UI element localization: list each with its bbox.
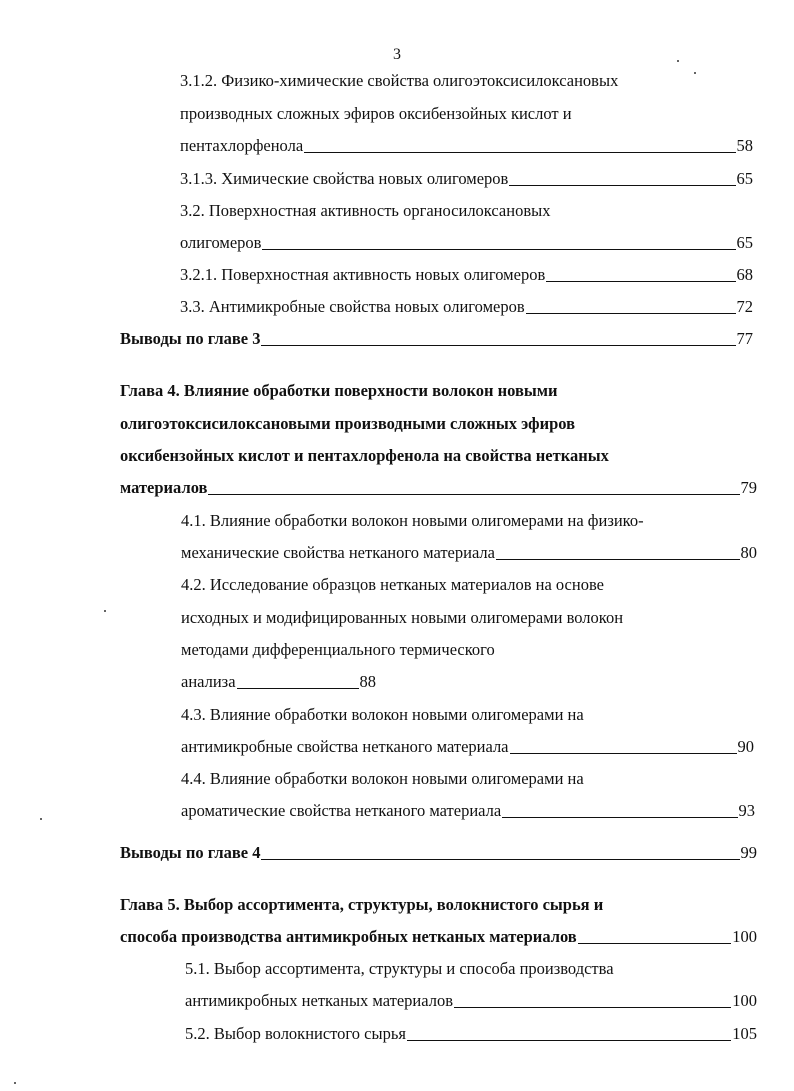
- toc-page-number: 68: [736, 265, 753, 284]
- toc-entry: [185, 1023, 757, 1045]
- toc-entry-text: материалов: [120, 478, 208, 497]
- toc-entry-text: 5.1. Выбор ассортимента, структуры и способа производства: [185, 959, 614, 978]
- toc-entry: [180, 168, 753, 190]
- toc-entry: [181, 704, 584, 726]
- leader-line: [304, 152, 735, 153]
- toc-chapter: [120, 380, 558, 402]
- toc-page-number: 72: [736, 297, 753, 316]
- scan-speck: [40, 818, 42, 820]
- toc-entry-text: ароматические свойства нетканого материала: [181, 801, 502, 820]
- toc-entry: [185, 990, 757, 1012]
- toc-entry-text: 3.1.3. Химические свойства новых олигомеров: [180, 169, 509, 188]
- toc-page-number: 93: [738, 801, 755, 820]
- leader-line: [546, 281, 735, 282]
- leader-line: [502, 817, 737, 818]
- toc-entry: [180, 264, 753, 286]
- scan-speck: [677, 60, 679, 62]
- toc-entry: [181, 542, 757, 564]
- toc-page-number: 58: [736, 136, 753, 155]
- toc-entry-text: исходных и модифицированных новыми олигомерами волокон: [181, 608, 624, 627]
- toc-entry: [185, 958, 614, 980]
- toc-page-number: 65: [736, 169, 753, 188]
- toc-entry-text: способа производства антимикробных нетканых материалов: [120, 927, 577, 946]
- toc-entry: [181, 639, 495, 661]
- toc-entry-text: механические свойства нетканого материала: [181, 543, 495, 562]
- leader-line: [454, 1007, 731, 1008]
- toc-entry-text: пентахлорфенола: [180, 136, 304, 155]
- leader-line: [208, 494, 739, 495]
- toc-page-number: 105: [732, 1024, 757, 1043]
- toc-entry-text: 4.4. Влияние обработки волокон новыми олигомерами на: [181, 769, 584, 788]
- toc-entry-text: анализа: [181, 672, 236, 691]
- toc-entry-text: 5.2. Выбор волокнистого сырья: [185, 1024, 406, 1043]
- toc-entry: [180, 135, 753, 157]
- toc-page-number: 100: [732, 927, 757, 946]
- leader-line: [496, 559, 740, 560]
- toc-entry: [180, 103, 572, 125]
- toc-page-number: 79: [740, 478, 757, 497]
- toc-page-number: 90: [737, 737, 754, 756]
- toc-chapter: [120, 477, 757, 499]
- page-number: 3: [393, 46, 401, 63]
- toc-entry: [180, 70, 618, 92]
- toc-page-number: 65: [736, 233, 753, 252]
- toc-entry-text: оксибензойных кислот и пентахлорфенола на свойства нетканых: [120, 446, 609, 465]
- leader-line: [407, 1040, 731, 1041]
- toc-entry-text: 3.1.2. Физико-химические свойства олигоэтоксисилоксановых: [180, 71, 619, 90]
- toc-page-number: 99: [740, 843, 757, 862]
- toc-chapter: [120, 413, 575, 435]
- toc-chapter: [120, 894, 603, 916]
- toc-chapter: [120, 926, 757, 948]
- toc-entry: [180, 296, 753, 318]
- toc-entry-text: 3.2.1. Поверхностная активность новых олигомеров: [180, 265, 546, 284]
- toc-page-number: 77: [736, 329, 753, 348]
- leader-line: [261, 859, 739, 860]
- toc-entry: [181, 607, 623, 629]
- toc-entry-text: 3.2. Поверхностная активность органосилоксановых: [180, 201, 551, 220]
- leader-line: [262, 249, 735, 250]
- toc-entry: [181, 671, 376, 693]
- toc-page-number: 88: [359, 672, 377, 691]
- scan-speck: [14, 1082, 16, 1084]
- toc-entry-text: антимикробные свойства нетканого материала: [181, 737, 509, 756]
- toc-entry-text: 4.1. Влияние обработки волокон новыми олигомерами на физико-: [181, 511, 644, 530]
- toc-entry: [181, 768, 584, 790]
- toc-entry-text: производных сложных эфиров оксибензойных кислот и: [180, 104, 572, 123]
- toc-entry-text: олигомеров: [180, 233, 262, 252]
- toc-entry-text: Глава 4. Влияние обработки поверхности волокон новыми: [120, 381, 558, 400]
- leader-line: [237, 688, 359, 689]
- leader-line: [509, 185, 735, 186]
- toc-entry: [180, 232, 753, 254]
- scan-speck: [694, 72, 696, 74]
- toc-entry-text: 4.2. Исследование образцов нетканых материалов на основе: [181, 575, 604, 594]
- leader-line: [578, 943, 732, 944]
- toc-entry: [120, 328, 753, 350]
- toc-entry: [181, 510, 644, 532]
- toc-entry: [181, 574, 604, 596]
- toc-page-number: 80: [740, 543, 757, 562]
- toc-entry-text: 3.3. Антимикробные свойства новых олигомеров: [180, 297, 525, 316]
- toc-entry: [181, 800, 755, 822]
- leader-line: [510, 753, 737, 754]
- toc-entry-text: Выводы по главе 4: [120, 843, 261, 862]
- toc-entry-text: 4.3. Влияние обработки волокон новыми олигомерами на: [181, 705, 584, 724]
- toc-entry: [120, 842, 757, 864]
- scan-speck: [104, 610, 106, 612]
- toc-page-number: 100: [732, 991, 757, 1010]
- toc-entry-text: антимикробных нетканых материалов: [185, 991, 453, 1010]
- leader-line: [526, 313, 736, 314]
- toc-entry-text: олигоэтоксисилоксановыми производными сложных эфиров: [120, 414, 576, 433]
- toc-entry: [181, 736, 754, 758]
- toc-entry-text: методами дифференциального термического: [181, 640, 495, 659]
- toc-chapter: [120, 445, 609, 467]
- toc-entry-text: Выводы по главе 3: [120, 329, 261, 348]
- toc-entry: [180, 200, 550, 222]
- toc-entry-text: Глава 5. Выбор ассортимента, структуры, волокнистого сырья и: [120, 895, 604, 914]
- leader-line: [261, 345, 735, 346]
